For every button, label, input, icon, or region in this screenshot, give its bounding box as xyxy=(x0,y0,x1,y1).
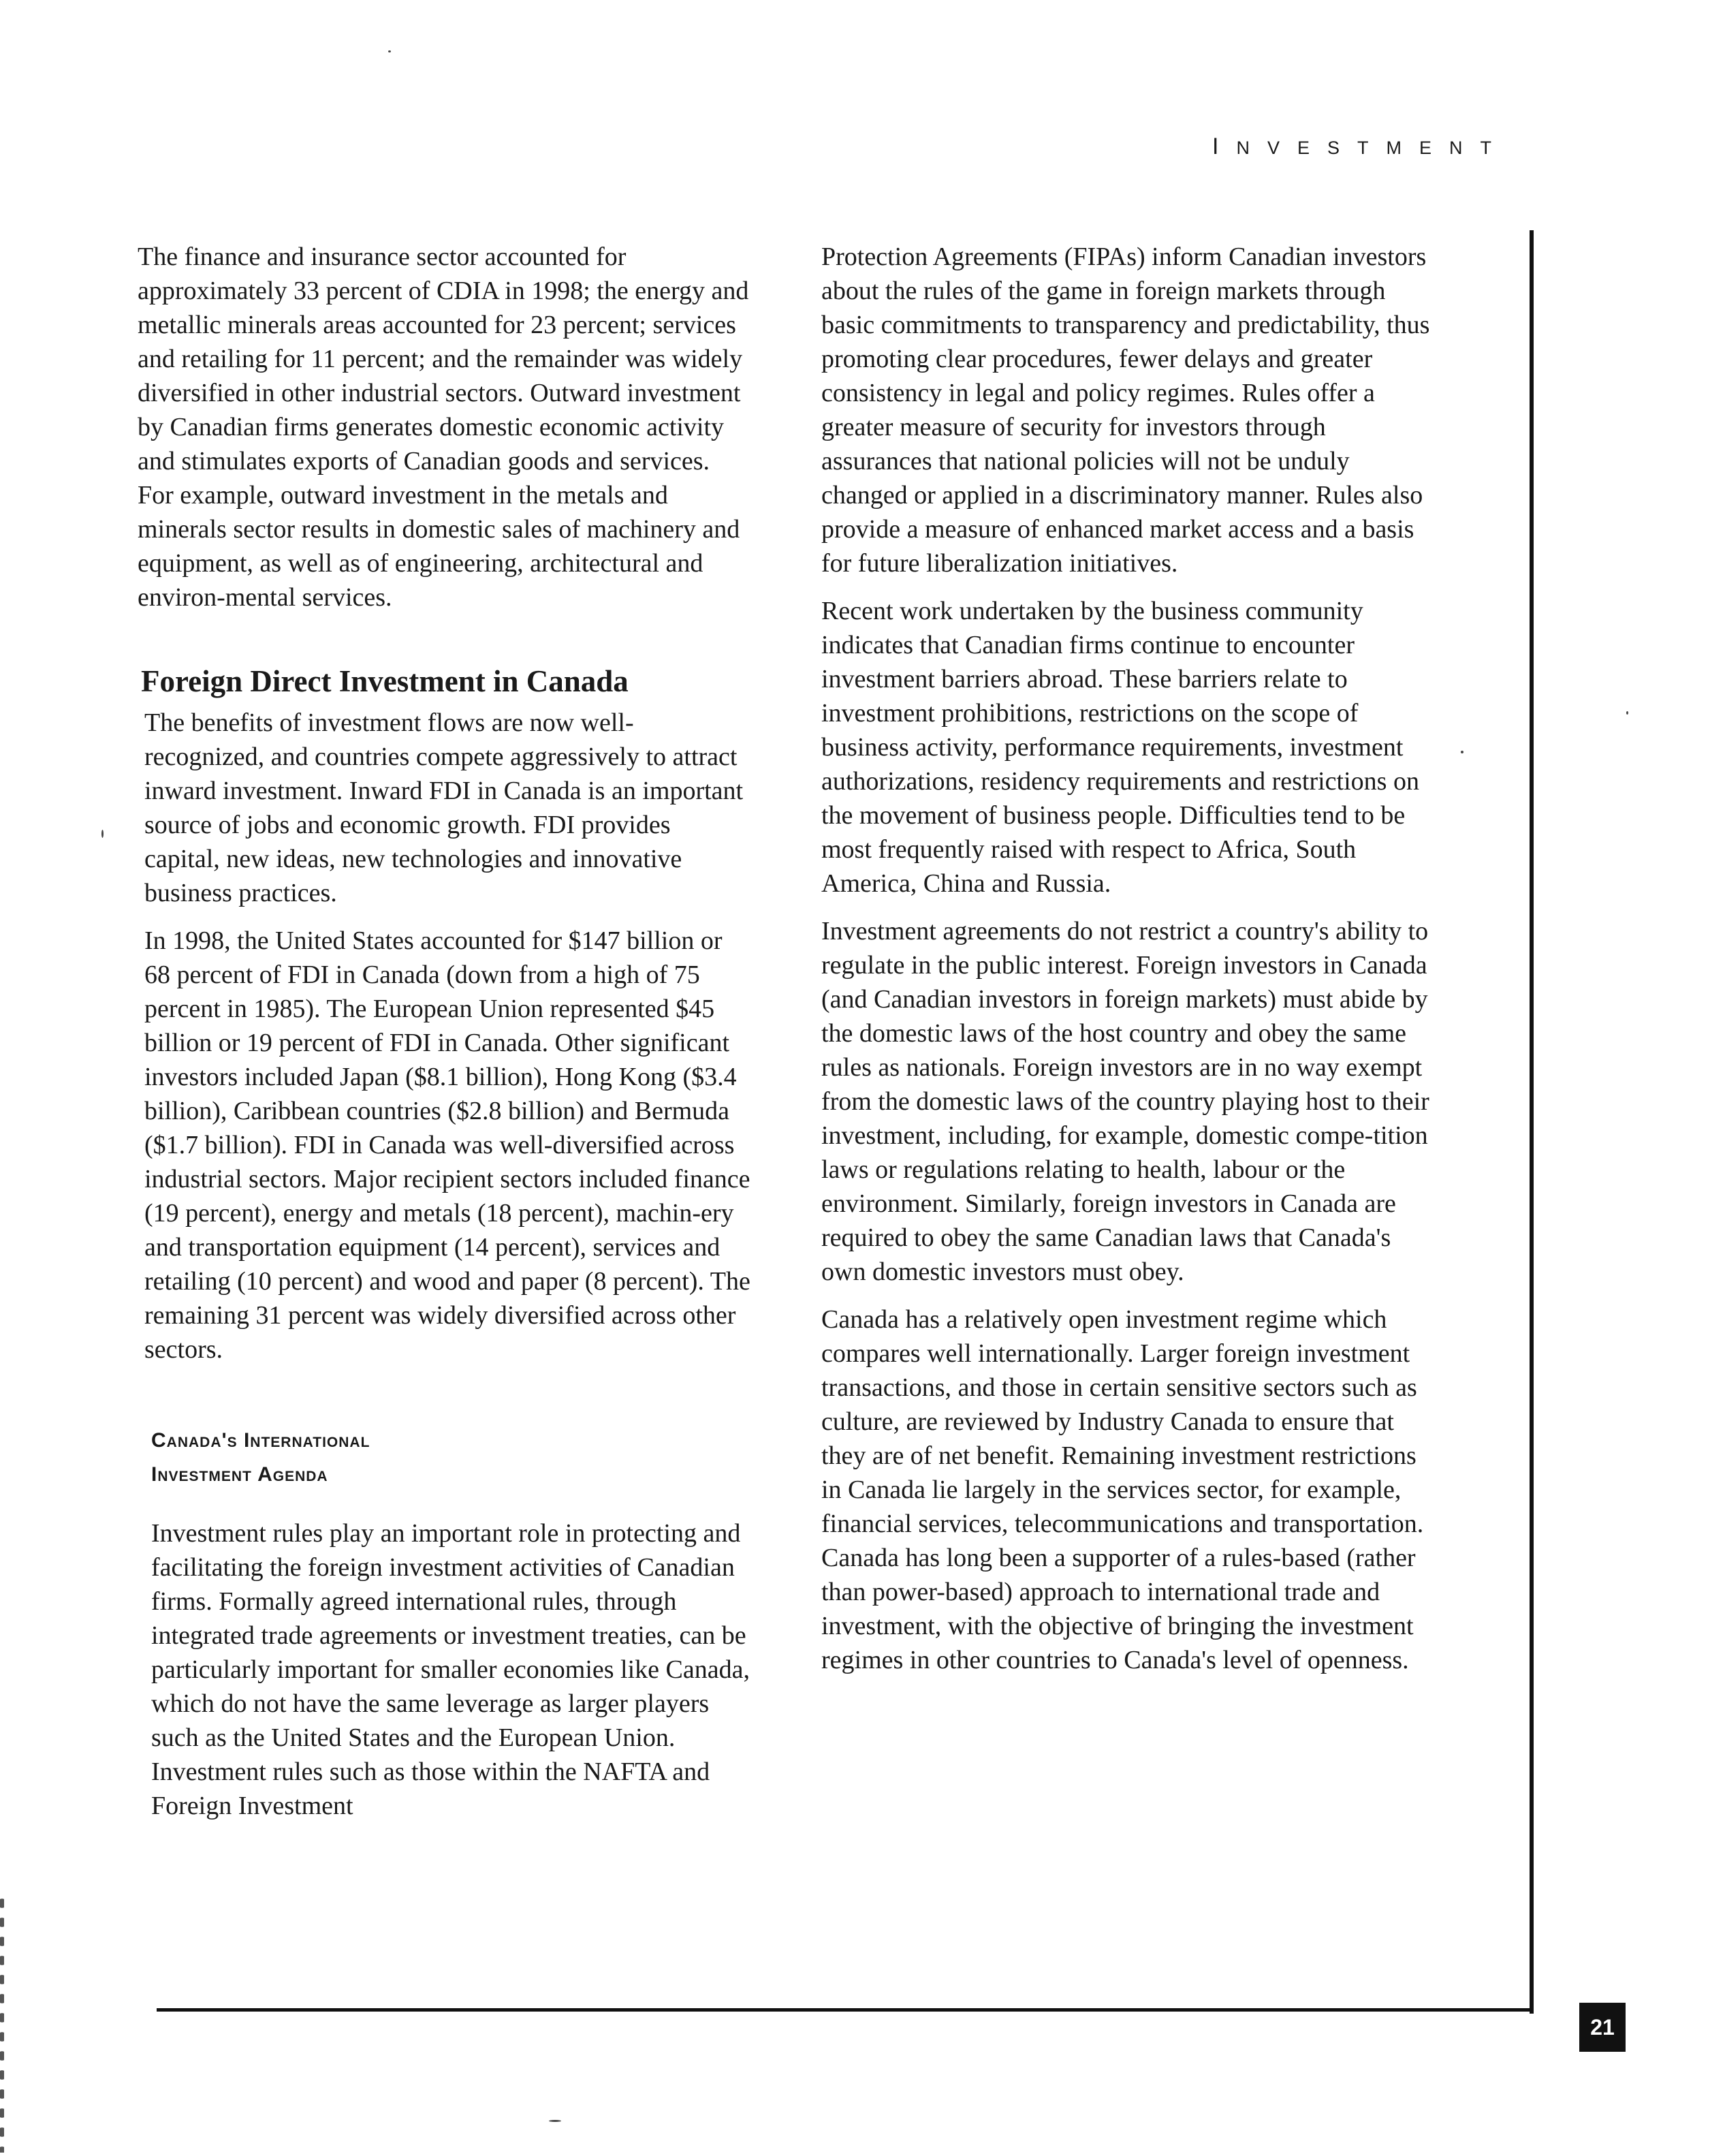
right-column xyxy=(821,240,1434,1691)
right-paragraph-3: Investment agreements do not restrict a country's ability to regulate in the public interest. Foreign investors in Canada (and Canadian investors in foreign markets) must abide by the domestic laws of the host country and obey the same rules as nationals. Foreign investors are in no way exempt from the domestic laws of the country playing host to their investment, including, for example, domestic compe-tition laws or regulations relating to health, labour or the environment. Similarly, foreign investors in Canada are required to obey the same Canadian laws that Canada's own domestic investors must obey. xyxy=(821,917,1429,1286)
running-head-rest: NVESTMENT xyxy=(1236,138,1509,158)
footer-rule xyxy=(157,2008,1534,2012)
fdi-heading: Foreign Direct Investment in Canada xyxy=(141,664,629,698)
scan-speck xyxy=(388,50,391,52)
agenda-heading xyxy=(151,1424,750,1492)
intro-paragraph: The finance and insurance sector accounted for approximately 33 percent of CDIA in 1998; the energy and metallic minerals areas accounted for 23 percent; services and retailing for 11 percent; and the remainder was widely diversified in other industrial sectors. Outward investment by Canadian firms generates domestic economic activity and stimulates exports of Canadian goods and services. For example, outward investment in the metals and minerals sector results in domestic sales of machinery and equipment, as well as of engineering, architectural and environ-mental services. xyxy=(138,243,749,612)
right-paragraph-1: Protection Agreements (FIPAs) inform Canadian investors about the rules of the game in foreign markets through basic commitments to transparency and predictability, thus promoting clear procedures, fewer delays and greater consistency in legal and policy regimes. Rules offer a greater measure of security for investors through assurances that national policies will not be unduly changed or applied in a discriminatory manner. Rules also provide a measure of enhanced market access and a basis for future liberalization initiatives. xyxy=(821,243,1430,578)
scan-speck xyxy=(1461,751,1463,753)
binding-holes xyxy=(0,1894,4,2153)
right-paragraph-4: Canada has a relatively open investment regime which compares well internationally. Larger foreign investment transactions, and those in certain sensitive sectors such as culture, are reviewed by Industry Canada to ensure that they are of net benefit. Remaining investment restrictions in Canada lie largely in the services sector, for example, financial services, telecommunications and transportation. Canada has long been a supporter of a rules-based (rather than power-based) approach to international trade and investment, with the objective of bringing the investment regimes in other countries to Canada's level of openness. xyxy=(821,1305,1424,1674)
fdi-section xyxy=(144,706,750,1366)
scan-speck xyxy=(1626,711,1628,715)
page-number: 21 xyxy=(1579,2003,1626,2052)
right-paragraph-2: Recent work undertaken by the business community indicates that Canadian firms continue to encounter investment barriers abroad. These barriers relate to investment prohibitions, restrictions on the scope of business activity, performance requirements, investment authorizations, residency requirements and restrictions on the movement of business people. Difficulties tend to be most frequently raised with respect to Africa, South America, China and Russia. xyxy=(821,597,1419,898)
agenda-paragraph-1: Investment rules play an important role in protecting and facilitating the foreign investment activities of Canadian firms. Formally agreed international rules, through integrated trade agreements or investment treaties, can be particularly important for smaller economies like Canada, which do not have the same leverage as larger players such as the United States and the European Union. Investment rules such as those within the NAFTA and Foreign Investment xyxy=(151,1519,750,1820)
fdi-paragraph-1: The benefits of investment flows are now well-recognized, and countries compete aggressively to attract inward investment. Inward FDI in Canada is an important source of jobs and economic growth. FDI provides capital, new ideas, new technologies and innovative business practices. xyxy=(144,708,744,907)
agenda-heading-line-1: Canada's International xyxy=(151,1429,370,1452)
agenda-heading-line-2: Investment Agenda xyxy=(151,1463,328,1486)
running-head-initial: I xyxy=(1212,134,1237,159)
running-head xyxy=(1212,134,1509,160)
vertical-rule xyxy=(1530,230,1534,2014)
left-column xyxy=(138,240,750,1837)
scan-speck xyxy=(549,2120,561,2122)
agenda-section xyxy=(151,1516,750,1823)
scan-speck xyxy=(101,830,104,838)
fdi-paragraph-2: In 1998, the United States accounted for $147 billion or 68 percent of FDI in Canada (down from a high of 75 percent in 1985). The European Union represented $45 billion or 19 percent of FDI in Canada. Other significant investors included Japan ($8.1 billion), Hong Kong ($3.4 billion), Caribbean countries ($2.8 billion) and Bermuda ($1.7 billion). FDI in Canada was well-diversified across industrial sectors. Major recipient sectors included finance (19 percent), energy and metals (18 percent), machin-ery and transportation equipment (14 percent), services and retailing (10 percent) and wood and paper (8 percent). The remaining 31 percent was widely diversified across other sectors. xyxy=(144,926,750,1364)
